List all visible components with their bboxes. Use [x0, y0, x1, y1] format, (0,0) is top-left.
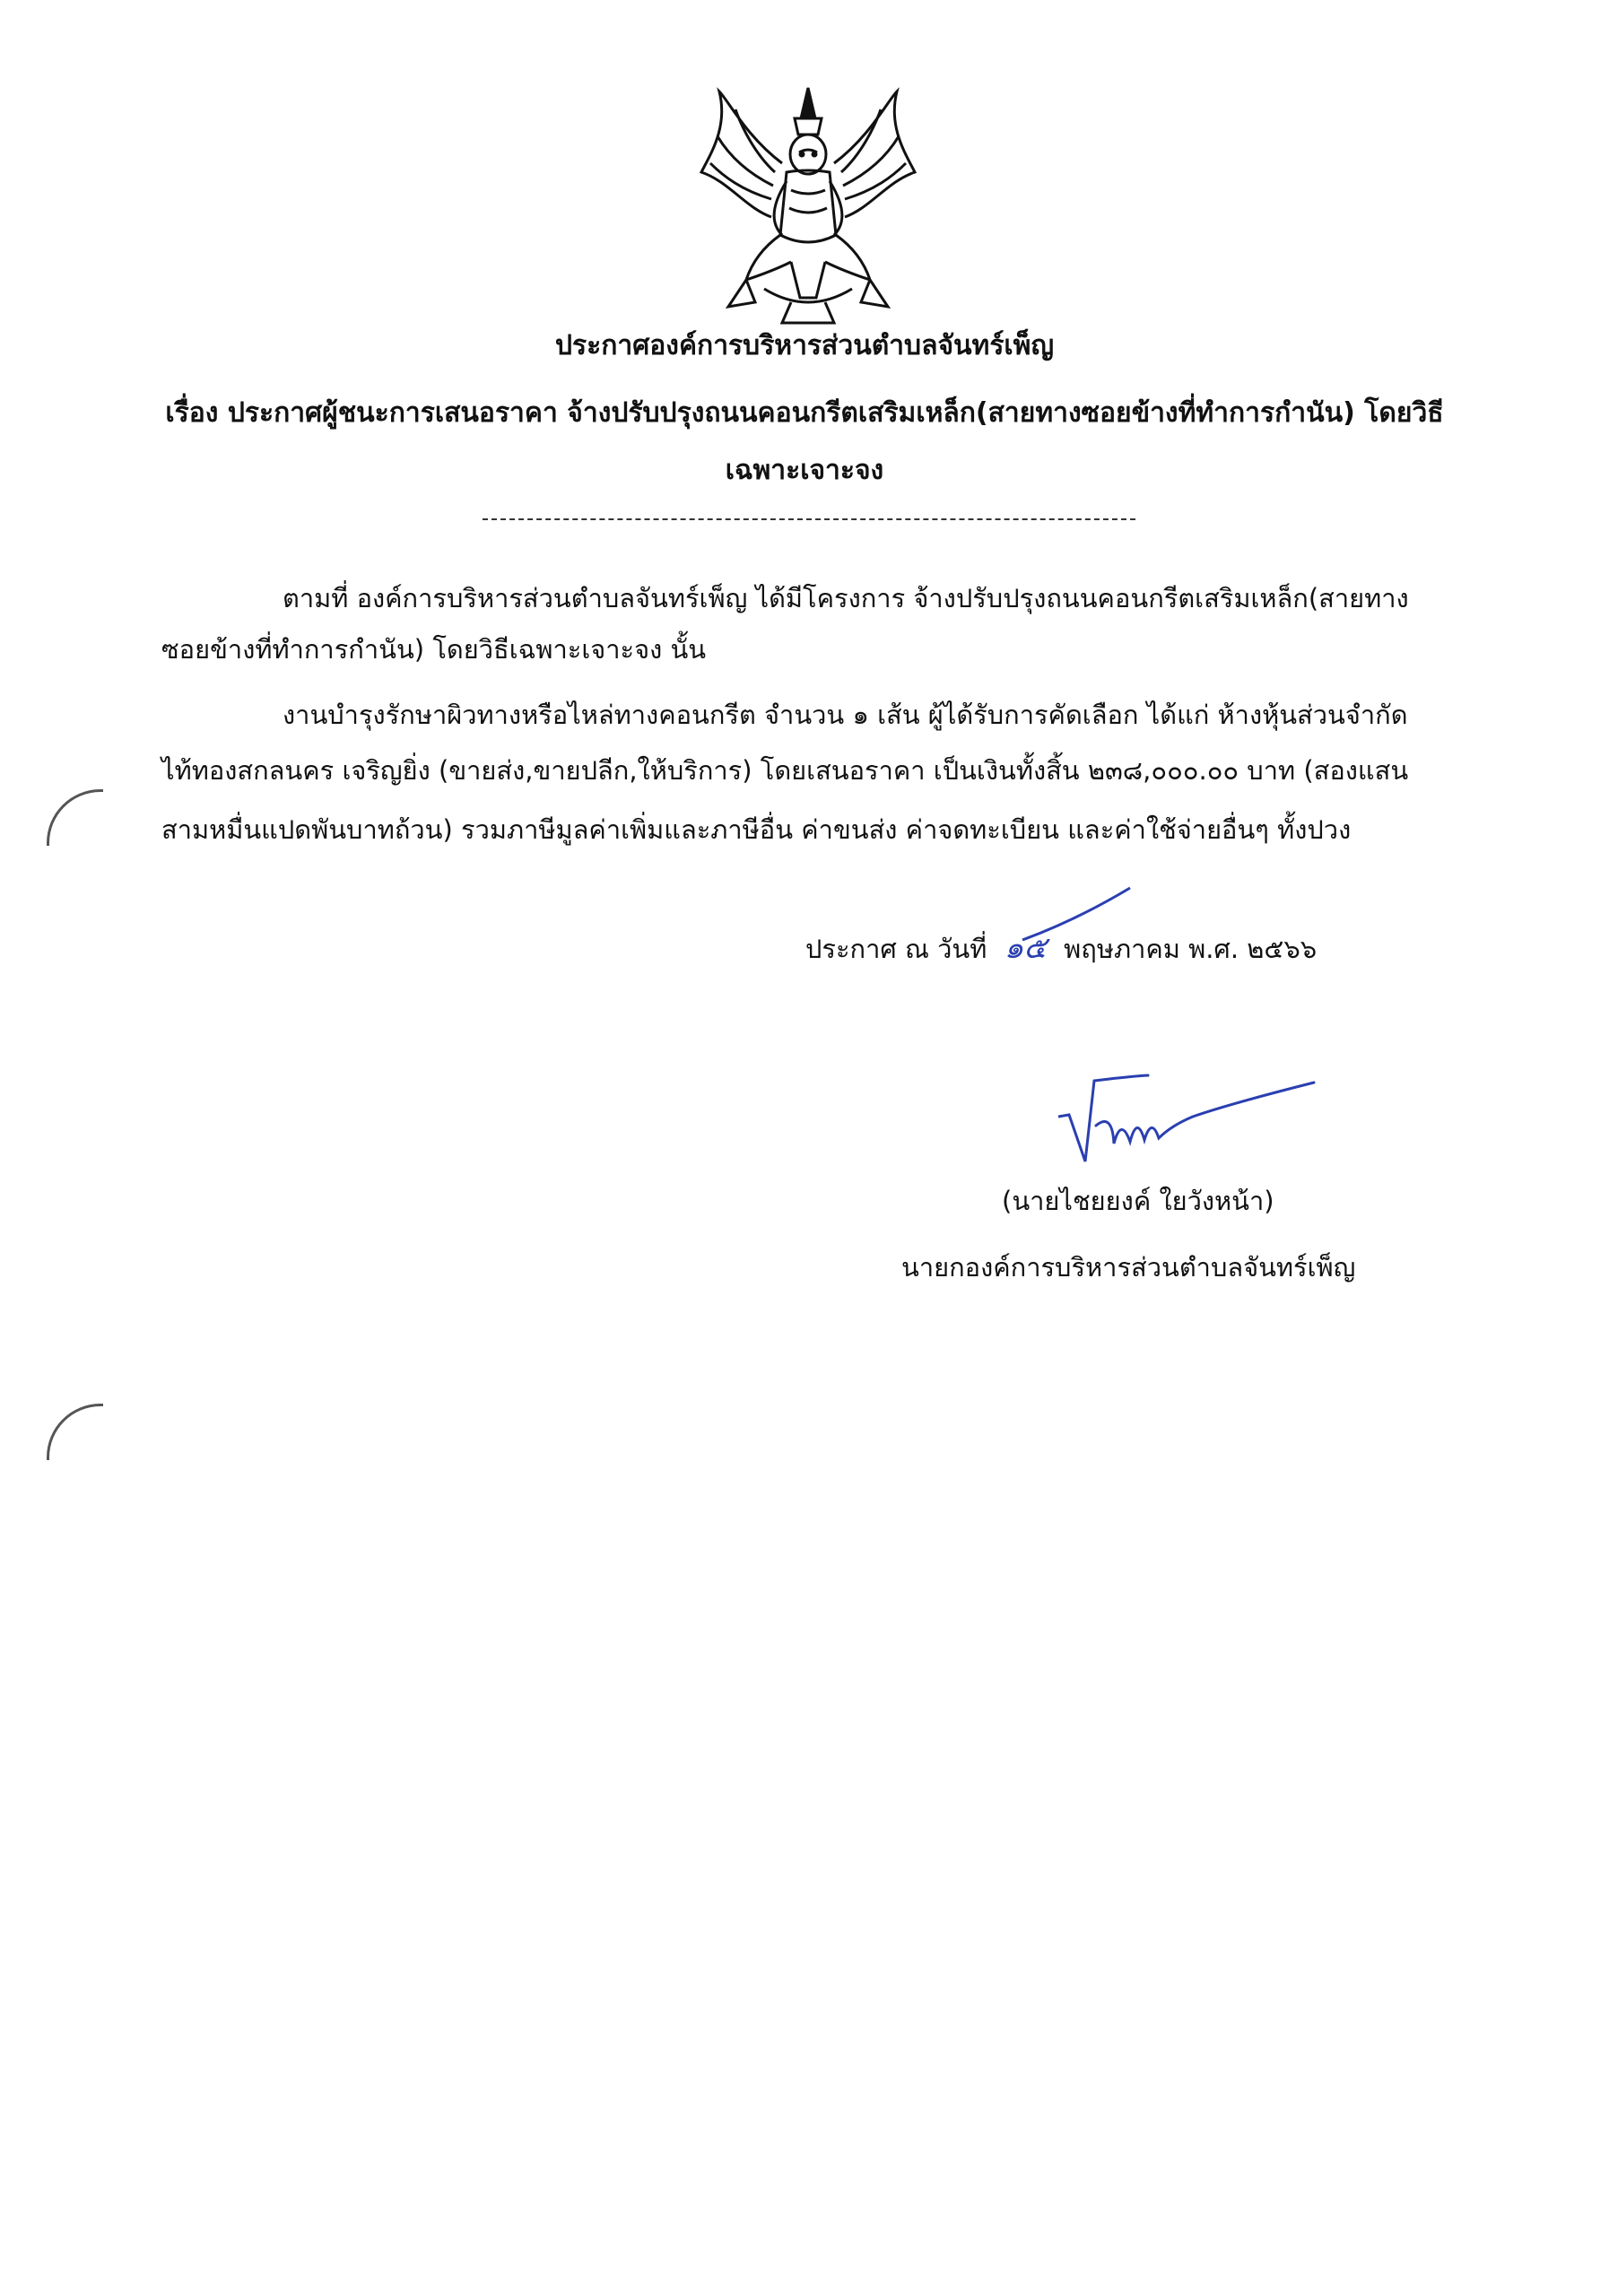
pen-stroke-icon	[1013, 884, 1139, 947]
paragraph-1-line-1: ตามที่ องค์การบริหารส่วนตำบลจันทร์เพ็ญ ได้มีโครงการ จ้างปรับปรุงถนนคอนกรีตเสริมเหล็ก(สายทาง	[283, 583, 1409, 613]
paragraph-2-line-2: ไท้ทองสกลนคร เจริญยิ่ง (ขายส่ง,ขายปลีก,ให้บริการ) โดยเสนอราคา เป็นเงินทั้งสิ้น ๒๓๘,๐๐๐.๐๐ บาท (สองแสน	[161, 755, 1409, 786]
date-suffix: พฤษภาคม พ.ศ. ๒๕๖๖	[1064, 934, 1318, 964]
date-day-handwritten: ๑๕	[1004, 930, 1047, 966]
paragraph-2-line-1: งานบำรุงรักษาผิวทางหรือไหล่ทางคอนกรีต จำนวน ๑ เส้น ผู้ได้รับการคัดเลือก ได้แก่ ห้างหุ้นส่วนจำกัด	[283, 700, 1408, 730]
signer-name: (นายไชยยงค์ ใยวังหน้า)	[1002, 1186, 1274, 1216]
dashed-divider	[483, 518, 1135, 520]
garuda-emblem-icon	[692, 83, 924, 326]
subject-line-2: เฉพาะเจาะจง	[725, 455, 884, 486]
punch-hole-mark	[47, 1404, 103, 1460]
signer-position: นายกองค์การบริหารส่วนตำบลจันทร์เพ็ญ	[901, 1252, 1356, 1283]
paragraph-2-line-3: สามหมื่นแปดพันบาทถ้วน) รวมภาษีมูลค่าเพิ่มและภาษีอื่น ค่าขนส่ง ค่าจดทะเบียน และค่าใช้จ่ายอื่นๆ ทั้งปวง	[161, 814, 1352, 845]
paragraph-1-line-2: ซอยข้างที่ทำการกำนัน) โดยวิธีเฉพาะเจาะจง นั้น	[161, 634, 707, 665]
handwritten-signature-icon	[1058, 1072, 1327, 1175]
date-prefix: ประกาศ ณ วันที่	[805, 934, 987, 964]
punch-hole-mark	[47, 789, 103, 846]
subject-line-1: เรื่อง ประกาศผู้ชนะการเสนอราคา จ้างปรับปรุงถนนคอนกรีตเสริมเหล็ก(สายทางซอยข้างที่ทำการกำนัน) โดยวิธี	[165, 397, 1444, 429]
announcement-title: ประกาศองค์การบริหารส่วนตำบลจันทร์เพ็ญ	[554, 330, 1055, 361]
